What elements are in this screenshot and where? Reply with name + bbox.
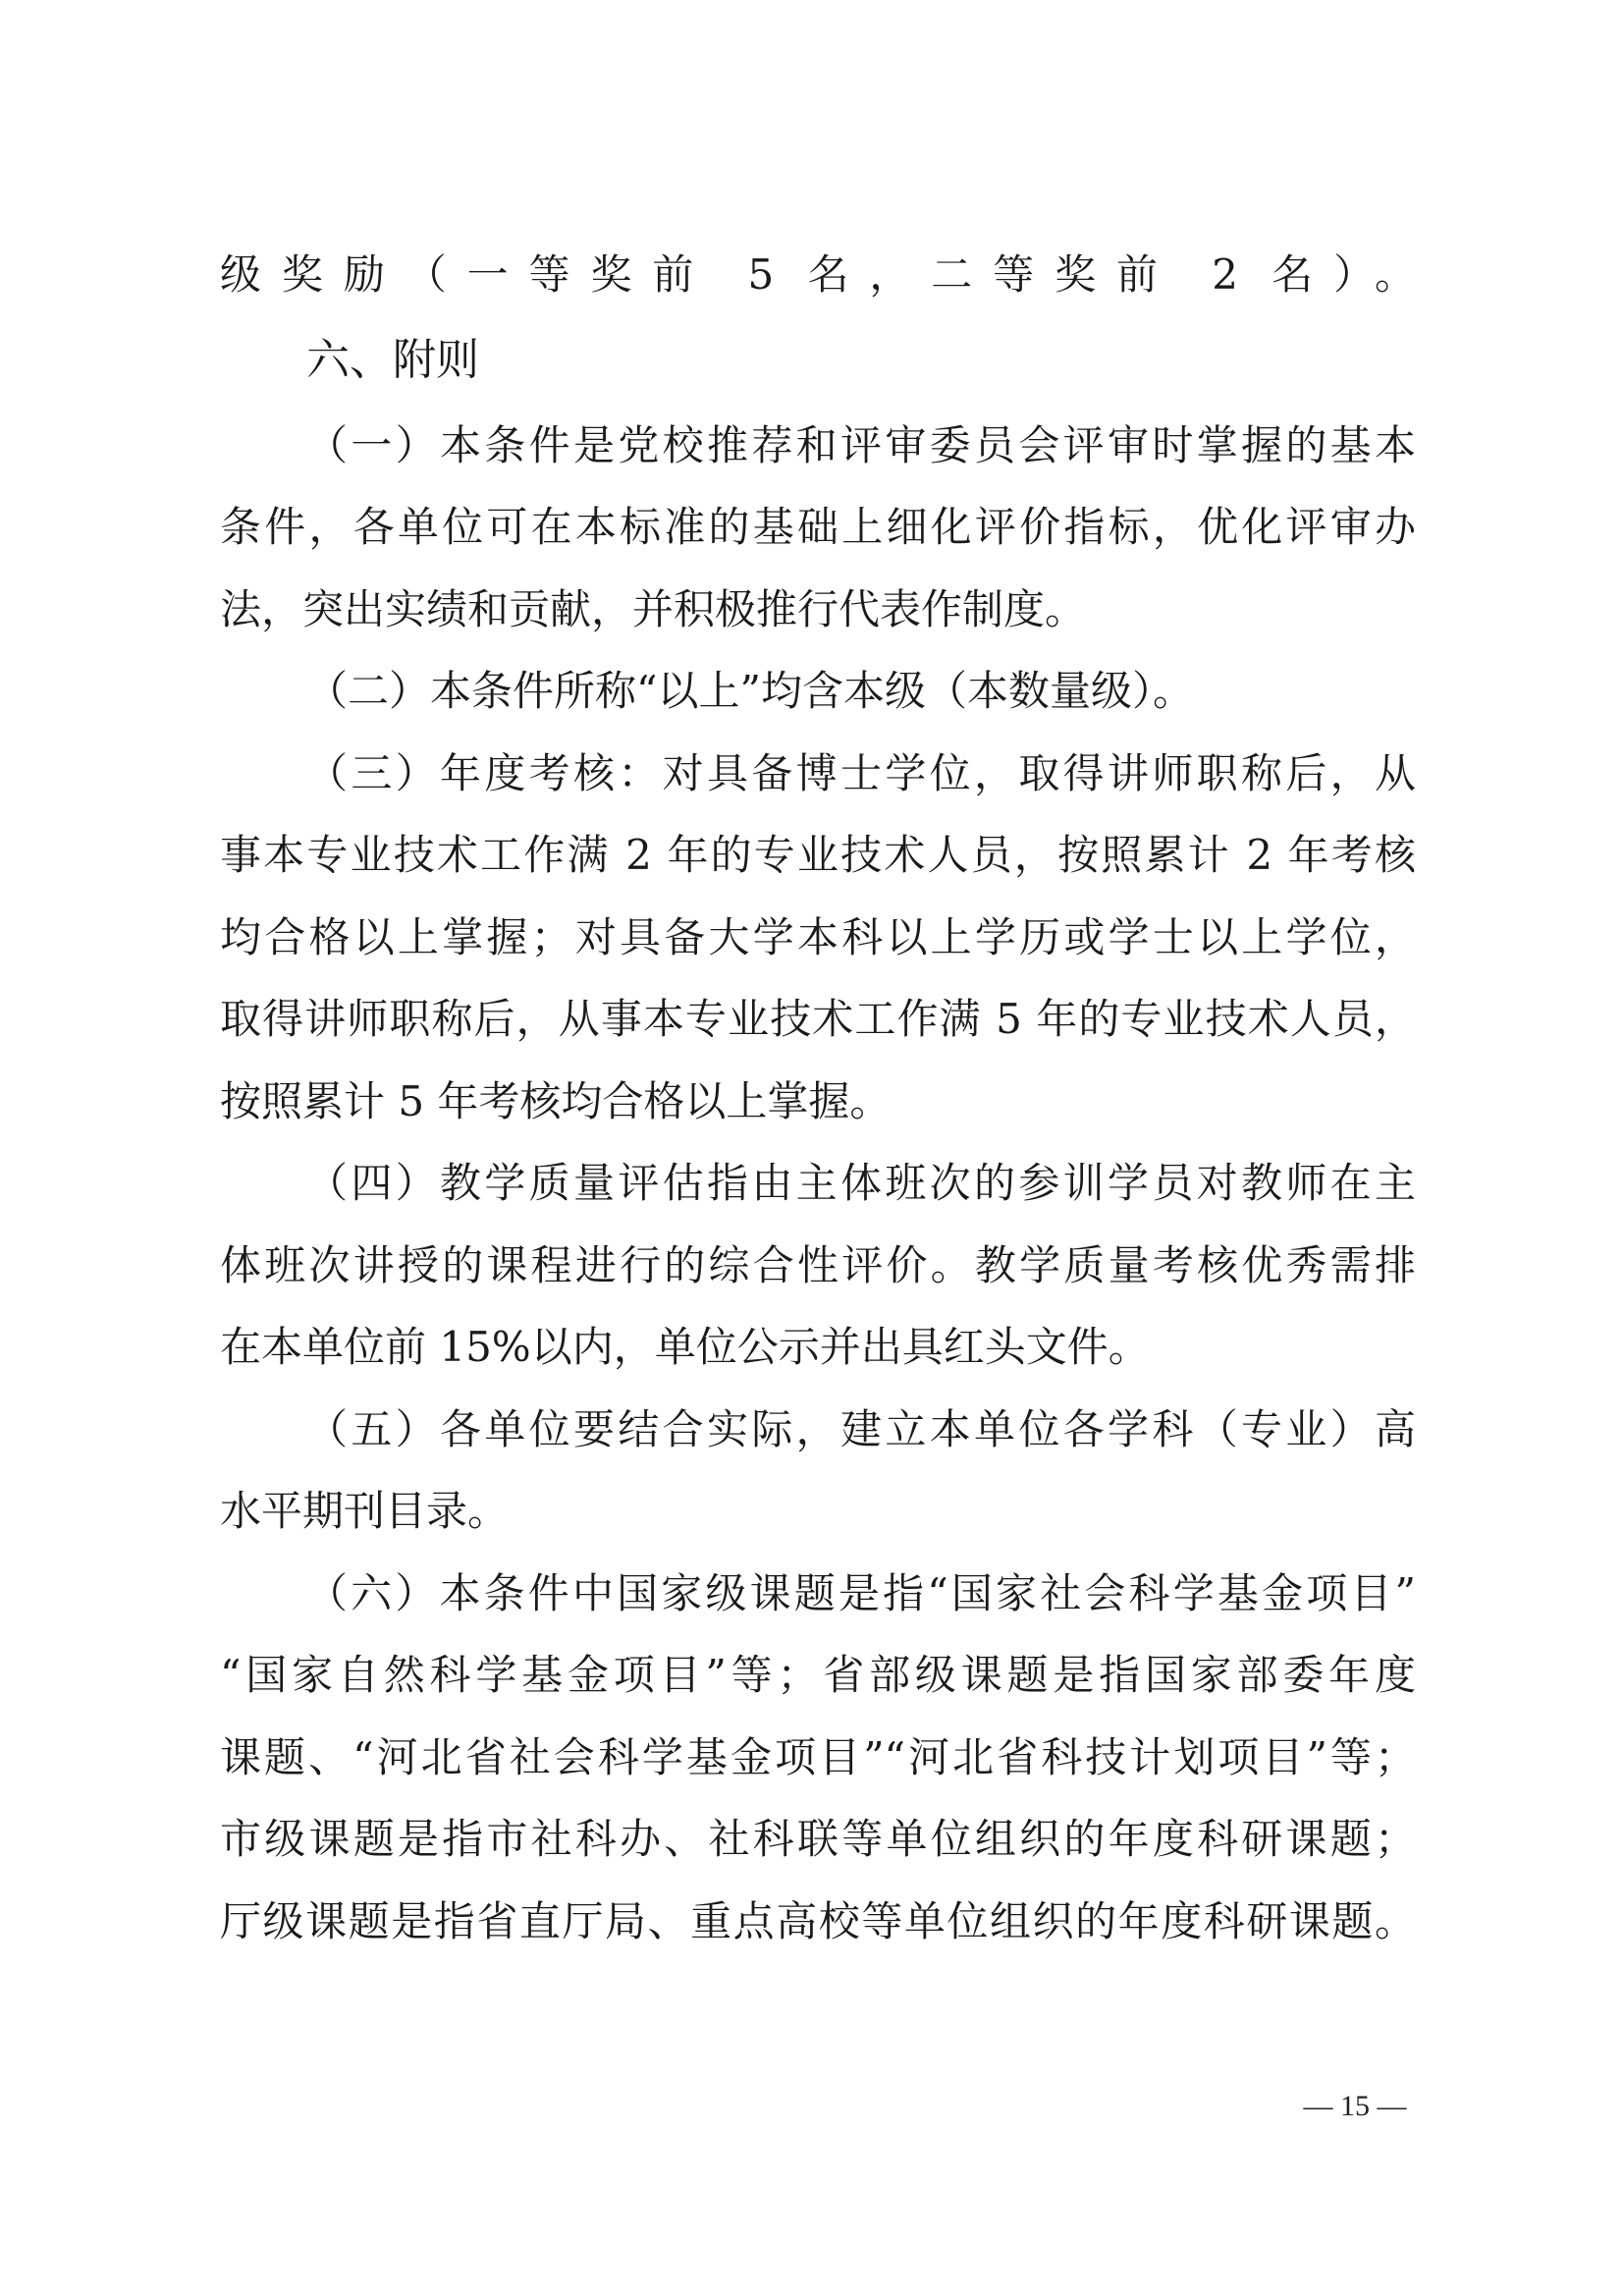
paragraph-line: 均合格以上掌握；对具备大学本科以上学历或学士以上学位，: [220, 912, 1416, 961]
paragraph-line: 法，突出实绩和贡献，并积极推行代表作制度。: [220, 584, 1087, 633]
paragraph-3: [220, 733, 1416, 1143]
page-number: — 15 —: [1303, 2090, 1407, 2122]
paragraph-5: [220, 1389, 1416, 1553]
paragraph-line: 体班次讲授的课程进行的综合性评价。教学质量考核优秀需排: [220, 1240, 1416, 1289]
paragraph-2: [220, 650, 1416, 733]
paragraph-line: “国家自然科学基金项目”等；省部级课题是指国家部委年度: [220, 1651, 1416, 1699]
paragraph-line: 课题、“河北省社会科学基金项目”“河北省科技计划项目”等；: [220, 1732, 1416, 1781]
continuation-line: 级奖励（一等奖前 5 名，二等奖前 2 名）。: [220, 250, 1416, 299]
paragraph-line: 在本单位前 15%以内，单位公示并出具红头文件。: [220, 1323, 1150, 1371]
paragraph-line: （二）本条件所称“以上”均含本级（本数量级）。: [306, 667, 1194, 715]
paragraph-line: 市级课题是指市社科办、社科联等单位组织的年度科研课题；: [220, 1815, 1416, 1863]
paragraph-line: （六）本条件中国家级课题是指“国家社会科学基金项目”: [306, 1568, 1416, 1617]
paragraph-line: 按照累计 5 年考核均合格以上掌握。: [220, 1076, 892, 1125]
section-heading: 六、附则: [306, 334, 479, 385]
paragraph-6: [220, 1553, 1416, 1963]
paragraph-1: [220, 405, 1416, 651]
paragraph-line: 事本专业技术工作满 2 年的专业技术人员，按照累计 2 年考核: [220, 831, 1416, 879]
paragraph-line: （三）年度考核：对具备博士学位，取得讲师职称后，从: [306, 748, 1416, 797]
paragraph-4: [220, 1142, 1416, 1389]
paragraph-line: 水平期刊目录。: [220, 1487, 510, 1535]
paragraph-line: （五）各单位要结合实际，建立本单位各学科（专业）高: [306, 1404, 1416, 1453]
paragraph-line: 厅级课题是指省直厅局、重点高校等单位组织的年度科研课题。: [220, 1896, 1416, 1945]
document-body: [220, 234, 1416, 1962]
paragraph-line: 取得讲师职称后，从事本专业技术工作满 5 年的专业技术人员，: [220, 995, 1416, 1043]
paragraph-line: 条件，各单位可在本标准的基础上细化评价指标，优化评审办: [220, 503, 1416, 551]
paragraph-line: （一）本条件是党校推荐和评审委员会评审时掌握的基本: [306, 420, 1416, 469]
paragraph-line: （四）教学质量评估指由主体班次的参训学员对教师在主: [306, 1159, 1416, 1207]
